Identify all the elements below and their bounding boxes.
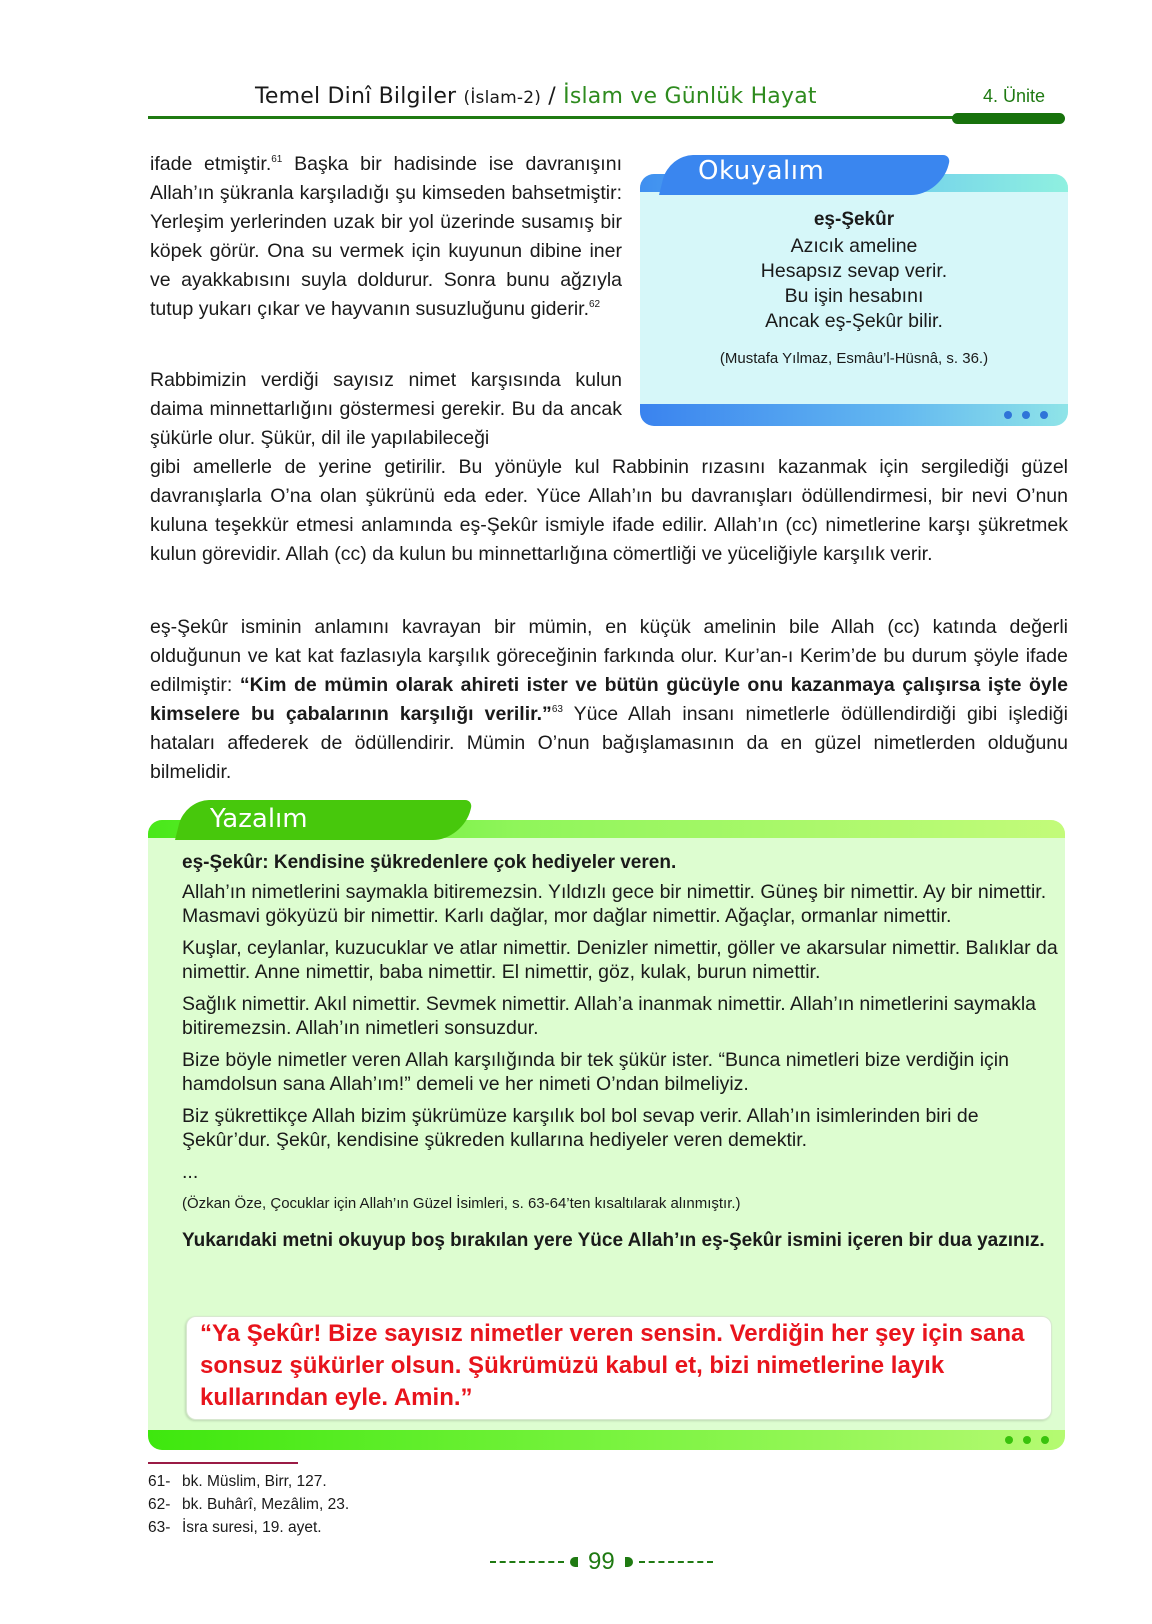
- footnote-text: İsra suresi, 19. ayet.: [182, 1519, 322, 1536]
- chapter-title: İslam ve Günlük Hayat: [563, 84, 817, 109]
- footnote-61: [148, 1470, 349, 1493]
- paragraph-text: Yüce Allah insanı nimetlerle ödüllendirdiği gibi işlediği hataları affederek de ödüllendirir. Mümin O’nun bağışlamasının da en güzel nimetlerden olduğunu bilmelidir.: [150, 703, 1068, 783]
- unit-label: 4. Ünite: [983, 86, 1046, 106]
- poem-source: (Mustafa Yılmaz, Esmâu’l-Hüsnâ, s. 36.): [719, 350, 989, 367]
- poem-line: Ancak eş-Şekûr bilir.: [765, 310, 943, 332]
- yazalim-paragraph: Allah’ın nimetlerini saymakla bitiremezsin. Yıldızlı gece bir nimettir. Güneş bir nimettir. Ay bir nimettir. Masmavi gökyüzü bir nimettir. Karlı dağlar, mor dağlar nimettir. Ağaçlar, ormanlar nimettir.: [182, 881, 1047, 927]
- yazalim-title: Yazalım: [210, 804, 308, 834]
- yazalim-bottom-strip: [148, 1430, 1065, 1450]
- unit-tab-bar: [952, 113, 1065, 124]
- paragraph-text: Başka bir hadisinde ise davranışını Allah’ın şükranla karşıladığı şu kimseden bahsetmiştir: Yerleşim yerlerinden uzak bir yol üzerinde susamış bir köpek görür. Ona su vermek için kuyunun dibine iner ve ayakkabısını suyla doldurur. Sonra bunu ağzıyla tutup yukarı çıkar ve hayvanın susuzluğunu giderir.: [150, 153, 622, 320]
- page-number-area: [490, 1548, 713, 1576]
- footnote-number: 61-: [148, 1473, 171, 1490]
- header-divider: [148, 116, 978, 119]
- dot-icon: [1023, 1436, 1031, 1444]
- page-cap-right-icon: [625, 1557, 633, 1567]
- footnote-text: bk. Müslim, Birr, 127.: [182, 1473, 327, 1490]
- footnote-ref-62[interactable]: 62: [589, 299, 601, 310]
- paragraph-text: eş-Şekûr isminin anlamını kavrayan bir mümin, en küçük amelinin bile Allah (cc) katında değerli olduğunun ve kat kat fazlasıyla karşılık göreceğinin farkında olur. Kur’an-ı Kerim’de bu durum şöyle ifade edilmiştir:: [150, 616, 1068, 696]
- book-subtitle: (İslam-2): [463, 88, 542, 108]
- dot-icon: [1004, 411, 1012, 419]
- quran-quote: “Kim de mümin olarak ahireti ister ve bütün gücüyle onu kazanmaya çalışırsa işte öyle kimselere bu çabalarının karşılığı verilir.”: [150, 674, 1068, 725]
- footnotes: [148, 1470, 349, 1539]
- page-cap-left-icon: [570, 1557, 578, 1567]
- paragraph-es-sekur: [150, 613, 1068, 787]
- yazalim-content: [182, 850, 1058, 1254]
- poem-title: eş-Şekûr: [813, 209, 895, 230]
- yazalim-heading: eş-Şekûr: Kendisine şükredenlere çok hediyeler veren.: [182, 852, 677, 873]
- yazalim-task: Yukarıdaki metni okuyup boş bırakılan yere Yüce Allah’ın eş-Şekûr ismini içeren bir dua yazınız.: [182, 1230, 1045, 1251]
- yazalim-paragraph: Sağlık nimettir. Akıl nimettir. Sevmek nimettir. Allah’a inanmak nimettir. Allah’ın nimetlerini saymakla bitiremezsin. Allah’ın nimetleri sonsuzdur.: [182, 993, 1037, 1039]
- page-header-title: [255, 84, 817, 109]
- yazalim-paragraph: Kuşlar, ceylanlar, kuzucuklar ve atlar nimettir. Denizler nimettir, göller ve akarsular nimettir. Balıklar da nimettir. Anne nimettir, baba nimettir. El nimettir, göz, kulak, burun nimettir.: [182, 937, 1058, 983]
- okuyalim-title: Okuyalım: [698, 156, 825, 186]
- footnote-number: 63-: [148, 1519, 171, 1536]
- poem-line: Bu işin hesabını: [784, 285, 924, 307]
- yazalim-dots-icon: [1005, 1436, 1049, 1444]
- paragraph-gratitude-narrow: Rabbimizin verdiği sayısız nimet karşısında kulun daima minnettarlığını göstermesi gerekir. Bu da ancak şükürle olur. Şükür, dil ile yapılabileceği: [150, 369, 622, 449]
- yazalim-paragraph: Bize böyle nimetler veren Allah karşılığında bir tek şükür ister. “Bunca nimetleri bize verdiğin için hamdolsun sana Allah’ım!” demeli ve her nimeti O’ndan bilmeliyiz.: [182, 1049, 1009, 1095]
- book-title: Temel Dinî Bilgiler: [255, 84, 457, 109]
- poem-line: Azıcık ameline: [790, 235, 918, 257]
- dot-icon: [1041, 1436, 1049, 1444]
- footnote-63: [148, 1516, 349, 1539]
- yazalim-ellipsis: ...: [182, 1161, 199, 1183]
- footnote-divider: [148, 1462, 298, 1464]
- footnote-62: [148, 1493, 349, 1516]
- paragraph-hadith: [150, 150, 622, 324]
- dot-icon: [1040, 411, 1048, 419]
- dot-icon: [1022, 411, 1030, 419]
- paragraph-gratitude-wide: gibi amellerle de yerine getirilir. Bu yönüyle kul Rabbinin rızasını kazanmak için sergilediği güzel davranışlarla O’na olan şükrünü eda eder. Yüce Allah’ın bu davranışları ödüllendirmesi, bir nevi O’nun kuluna teşekkür etmesi anlamında eş-Şekûr ismiyle ifade edilir. Allah’ın (cc) nimetlerine karşı şükretmek kulun görevidir. Allah (cc) da kulun bu minnettarlığına cömertliği ve yüceliğiyle karşılık verir.: [150, 456, 1068, 565]
- yazalim-source: (Özkan Öze, Çocuklar için Allah’ın Güzel İsimleri, s. 63-64’ten kısaltılarak alınmıştır.): [182, 1195, 741, 1212]
- poem-line: Hesapsız sevap verir.: [760, 260, 948, 282]
- footnote-text: bk. Buhârî, Mezâlim, 23.: [182, 1496, 350, 1513]
- footnote-ref-61[interactable]: 61: [271, 154, 283, 165]
- poem: [640, 206, 1068, 367]
- okuyalim-dots-icon: [1004, 411, 1048, 419]
- dashed-line-left: [490, 1561, 564, 1563]
- paragraph-text: ifade etmiştir.: [150, 153, 272, 175]
- dashed-line-right: [639, 1561, 713, 1563]
- title-separator: /: [548, 84, 556, 109]
- yazalim-paragraph: Biz şükrettikçe Allah bizim şükrümüze karşılık bol bol sevap verir. Allah’ın isimlerinden biri de Şekûr’dur. Şekûr, kendisine şükreden kullarına hediyeler veren demektir.: [182, 1105, 979, 1151]
- footnote-number: 62-: [148, 1496, 171, 1513]
- footnote-ref-63[interactable]: 63: [551, 704, 563, 715]
- answer-text: “Ya Şekûr! Bize sayısız nimetler veren sensin. Verdiğin her şey için sana sonsuz şükürler olsun. Şükrümüzü kabul et, bizi nimetlerine layık kullarından eyle. Amin.”: [200, 1320, 1025, 1411]
- dot-icon: [1005, 1436, 1013, 1444]
- page-number: 99: [588, 1548, 615, 1575]
